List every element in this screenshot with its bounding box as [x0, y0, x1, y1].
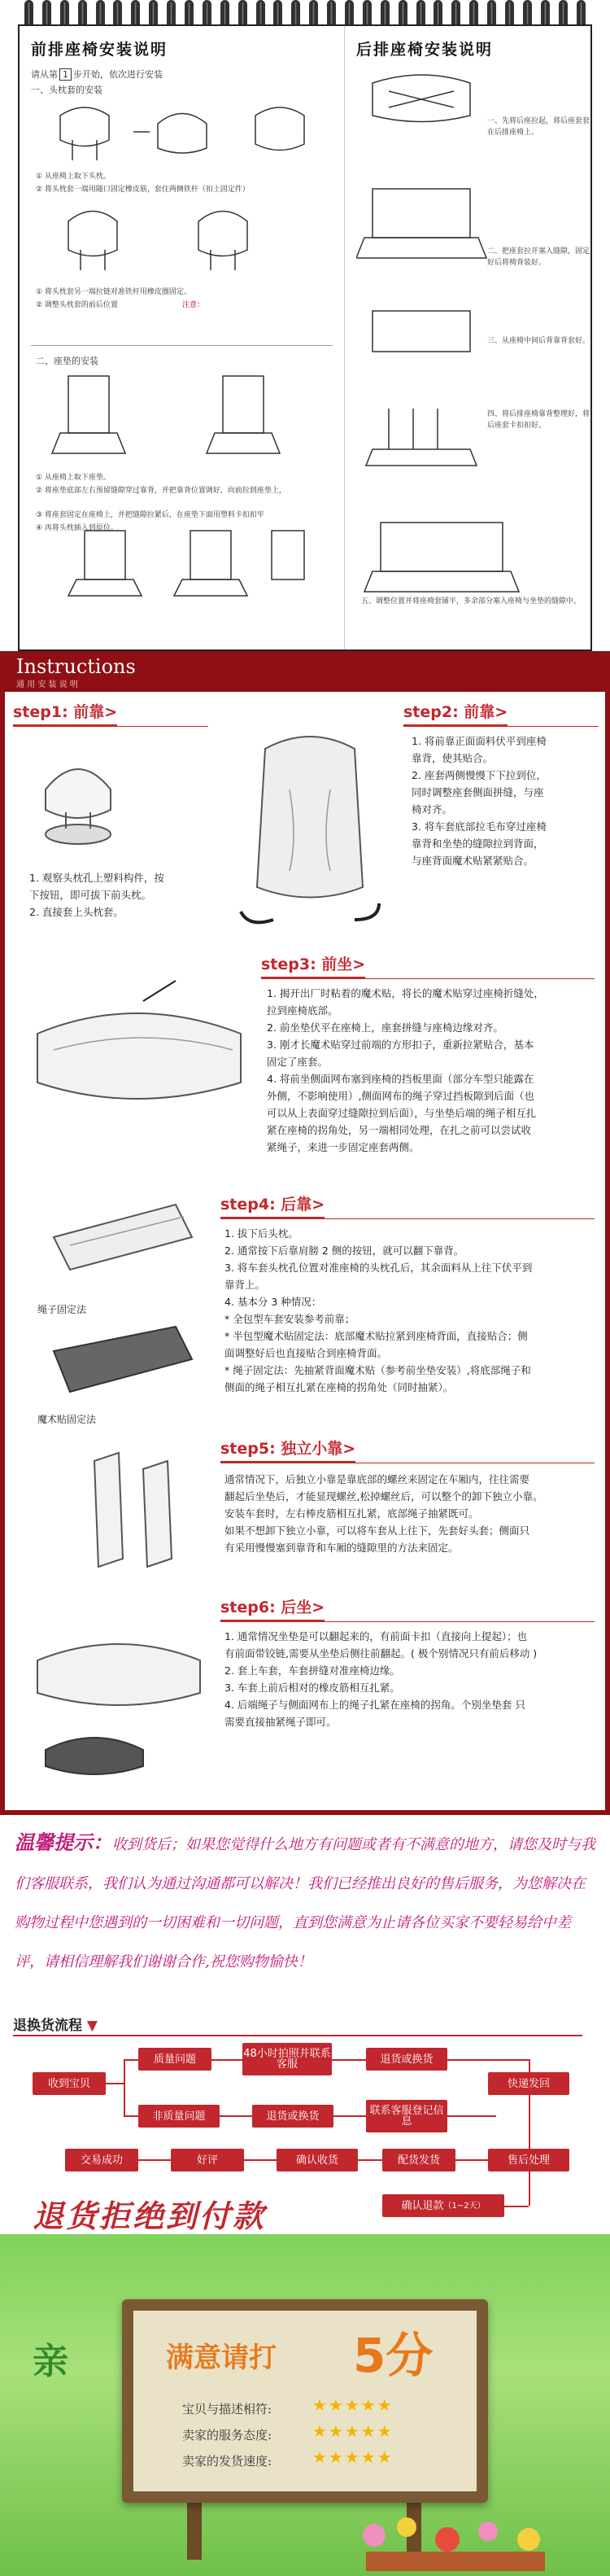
arrow-confirm-review	[244, 2159, 277, 2161]
rear-backrest-velcro-figure	[37, 1319, 208, 1408]
step4-text: 1. 拔下后头枕。 2. 通常按下后靠肩膀 2 侧的按钮，就可以翻下靠背。 3. 将车套头枕孔位置对准座椅的头枕孔后，其余面料从上往下伏平到 靠背上。 4. 基本分 3 种情况： * 全包型车套安装参考前靠； * 半包型魔术贴固定法：底部魔术贴拉紧到座椅背面，直接贴合；侧 面调整好后也直接贴合到座椅背面。 * 绳子固定法：先抽紧背面魔术贴（参考前坐垫安装）,将底部绳子和 侧面的绳子相互扎紧在座椅的拐角处（同时抽紧）。	[224, 1227, 533, 1393]
instructions-title: Instructions	[16, 655, 136, 678]
instructions-section	[0, 651, 610, 1815]
step4-label-velcro: 魔术贴固定法	[37, 1414, 97, 1425]
flow-quality-issue: 质量问题	[138, 2048, 211, 2071]
arrow-nonq-return	[220, 2115, 252, 2117]
cushion-section-title: 二、座垫的安装	[36, 356, 98, 366]
arrow-branch	[124, 2059, 125, 2116]
flow-contact-cs: 联系客服登记信息	[366, 2100, 447, 2132]
flow-after-sale: 售后处理	[488, 2149, 569, 2171]
rating-stars-service: ★★★★★	[312, 2421, 394, 2441]
rating-row-service: 卖家的服务态度:	[182, 2428, 272, 2443]
flow-non-quality: 非质量问题	[138, 2105, 220, 2128]
rear-cushion-figure	[21, 1612, 216, 1791]
front-note-3: ① 将头枕套另一端拉链对准铁杆用橡皮圈固定。	[36, 288, 191, 296]
step5-text: 通常情况下，后独立小靠是靠底部的螺丝来固定在车厢内，往往需要 翻起后坐垫后，才能显现螺丝,松掉螺丝后，可以整个的卸下独立小靠。 安装车套时，左右棒皮筋相互扎紧，底部绳子抽紧既可。 如果不想卸下独立小靠，可以将车套从上往下，先套好头套；侧面只 有采用慢慢塞到靠背和车厢的缝隙里的方法来固定。	[224, 1473, 543, 1554]
step6-heading: step6: 后坐>	[220, 1595, 325, 1621]
five-score-text: 5分	[353, 2328, 434, 2383]
front-note-9: ④ 再将头枕插入到原位。	[36, 524, 118, 532]
rear-backrest-rope-figure	[37, 1188, 208, 1286]
return-flow-title: 退换货流程 ▼	[13, 2018, 98, 2034]
headrest-figure	[29, 749, 127, 855]
flow-photo-contact: 48小时拍照并联系客服	[242, 2043, 332, 2075]
arrow-return-express	[447, 2059, 529, 2061]
step2-underline	[403, 726, 599, 727]
step2-heading: step2: 前靠>	[403, 700, 508, 726]
arrow-aftersale-ship	[455, 2159, 488, 2161]
flow-good-review: 好评	[171, 2149, 244, 2171]
arrow-review-done	[138, 2159, 171, 2161]
flow-receive: 收到宝贝	[33, 2072, 106, 2095]
cushion-sketches	[36, 368, 329, 628]
front-seat-title: 前排座椅安装说明	[31, 41, 168, 59]
step4-underline	[220, 1218, 595, 1219]
refuse-cod-notice: 退货拒绝到付款	[33, 2198, 267, 2234]
step3-heading: step3: 前坐>	[261, 952, 365, 978]
front-note-1: ① 从座椅上取下头枕。	[36, 173, 111, 181]
step2-text: 1. 将前靠正面面料伏平到座椅 靠背，使其贴合。 2. 座套两侧慢慢下下拉到位， 同时调整座套侧面拼缝，与座 椅对齐。 3. 将车套底部拉毛布穿过座椅 靠背和坐垫的缝隙拉到背面， 与座背面魔术贴紧紧贴合。	[412, 735, 547, 867]
arrow-to-quality	[124, 2059, 138, 2061]
independent-backrest-figure	[78, 1445, 192, 1575]
front-note-6: ① 从座椅上取下座垫。	[36, 474, 111, 482]
arrow-to-refund	[504, 2206, 529, 2207]
front-note-7: ② 将座垫底部左右预留缝隙穿过靠背，并把靠背位置调好，向前拉到座垫上，	[36, 487, 286, 495]
manual-paper	[18, 24, 592, 651]
front-divider	[31, 345, 333, 346]
arrow-to-non-quality	[124, 2115, 138, 2117]
decorative-flowers	[350, 2503, 577, 2576]
rear-seat-column	[345, 26, 590, 649]
flow-confirm-refund: 确认退款 （1~2天）	[382, 2194, 504, 2217]
warm-tips-section	[0, 1815, 610, 2010]
rating-stars-description: ★★★★★	[312, 2395, 394, 2415]
step1-text: 1. 观察头枕孔上塑料构件，按 下按钮，即可拔下前头枕。 2. 直接套上头枕套。	[29, 872, 164, 918]
front-note-4: ② 调整头枕套的前后位置	[36, 301, 118, 309]
front-backrest-figure	[224, 724, 395, 936]
front-seat-column	[20, 26, 345, 649]
rating-banner	[0, 2234, 610, 2576]
start-hint: 请从第 1 步开始，依次进行安装	[31, 69, 163, 80]
install-manual-notebook	[0, 0, 610, 651]
front-note-2: ② 将头枕套一端用随口固定橡皮筋，套住两侧铁杆（扣上固定件）	[36, 186, 250, 194]
rating-board	[122, 2299, 488, 2503]
rating-row-description: 宝贝与描述相符:	[182, 2402, 272, 2416]
front-note-5: 注意：	[182, 301, 205, 309]
step4-heading: step4: 后靠>	[220, 1192, 325, 1218]
rear-note-2: 二、把座套拉开塞入缝隙，固定好后将椅背装好。	[487, 247, 590, 267]
step5-heading: step5: 独立小靠>	[220, 1437, 355, 1463]
step1-heading: step1: 前靠>	[13, 700, 117, 726]
step3-underline	[261, 978, 595, 979]
step1-underline	[13, 726, 208, 727]
rear-note-5: 五、调整位置并将座椅套铺平，多余部分塞入座椅与坐垫的缝隙中。	[361, 597, 582, 606]
headrest-section-title: 一、头枕套的安装	[31, 85, 102, 95]
flow-return-exchange-2: 退货或换货	[252, 2105, 333, 2128]
flow-ship: 配货发货	[382, 2149, 455, 2171]
front-note-8: ③ 将座套固定在座椅上，并把缝隙拉紧后，在座垫下面用塑料卡扣扣牢	[36, 511, 264, 519]
satisfied-text: 满意请打	[166, 2342, 277, 2374]
step3-text: 1. 揭开出厂时粘着的魔术贴，将长的魔术贴穿过座椅折缝处， 拉到座椅底部。 2. 前坐垫伏平在座椅上，座套拼缝与座椅边缘对齐。 3. 刚才长魔术贴穿过前端的方形扣子，重新拉紧贴合，基本 固定了座套。 4. 将前坐侧面网布塞到座椅的挡板里面（部分车型只能露在 外侧，不影响使用）,侧面网布的绳子穿过挡板隙到后面（也 可以从上表面穿过缝隙拉到后面），与坐垫后端的绳子相互扎 紧在座椅的拐角处，另一端相同处理，在扎之前可以尝试收 紧绳子，来进一步固定座套两侧。	[267, 987, 544, 1153]
arrow-down-express	[529, 2059, 530, 2072]
arrow-cs-express	[447, 2115, 496, 2117]
flow-confirm-receipt: 确认收货	[277, 2149, 358, 2171]
step6-text: 1. 通常情况坐垫是可以翻起来的，有前面卡扣（直接向上提起）；也 有前面带铰链,需要从坐垫后侧往前翻起。( 极个别情况只有前后移动 ) 2. 套上车套，车套拼缝对准座椅边缘。 3. 车套上前后相对的橡皮筋相互扎紧。 4. 后端绳子与侧面网布上的绳子扎紧在座椅的拐角。个别坐垫套 只 需要直接抽紧绳子即可。	[224, 1630, 538, 1728]
step4-label-rope: 绳子固定法	[37, 1304, 87, 1315]
arrow-express-aftersale	[529, 2095, 530, 2149]
front-cushion-figure	[21, 969, 257, 1131]
instructions-header	[5, 651, 605, 692]
rear-seat-title: 后排座椅安装说明	[356, 41, 494, 59]
arrow-ship-confirm	[358, 2159, 382, 2161]
arrow-receive-quality	[106, 2083, 124, 2084]
rear-note-4: 四、将后排座椅靠背整理好，将后座套卡扣扣好。	[487, 410, 590, 430]
step6-underline	[220, 1621, 595, 1622]
flow-express: 快递发回	[488, 2072, 569, 2095]
rear-note-3: 三、从座椅中间后背靠背套好。	[487, 337, 590, 345]
warm-tips-text: 温馨提示：收到货后；如果您觉得什么地方有问题或者有不满意的地方，请您及时与我们客服联系，我们认为通过沟通都可以解决！我们已经推出良好的售后服务，为您解决在购物过程中您遇到的一切困难和一切问题，直到您满意为止请各位买家不要轻易给中差评，请相信理解我们谢谢合作,祝您购物愉快！	[15, 1830, 595, 1970]
qin-text: 亲	[33, 2341, 68, 2382]
flow-return-exchange: 退货或换货	[366, 2048, 447, 2071]
arrow-return-cs	[333, 2115, 366, 2117]
flow-deal-done: 交易成功	[65, 2149, 138, 2171]
arrow-aftersale-refund	[529, 2171, 530, 2206]
arrow-photo-return	[332, 2059, 366, 2061]
instructions-subtitle: 通 用 安 装 说 明	[16, 680, 78, 689]
arrow-quality-photo	[211, 2059, 242, 2061]
return-flow-section	[0, 2010, 610, 2234]
rear-note-1: 一、先将后座拉起，将后座套套在后排座椅上。	[487, 117, 590, 137]
warm-tips-heading: 温馨提示：	[15, 1830, 112, 1854]
return-flow-underline	[13, 2035, 582, 2036]
rating-stars-shipping: ★★★★★	[312, 2447, 394, 2467]
rating-row-shipping: 卖家的发货速度:	[182, 2454, 272, 2469]
